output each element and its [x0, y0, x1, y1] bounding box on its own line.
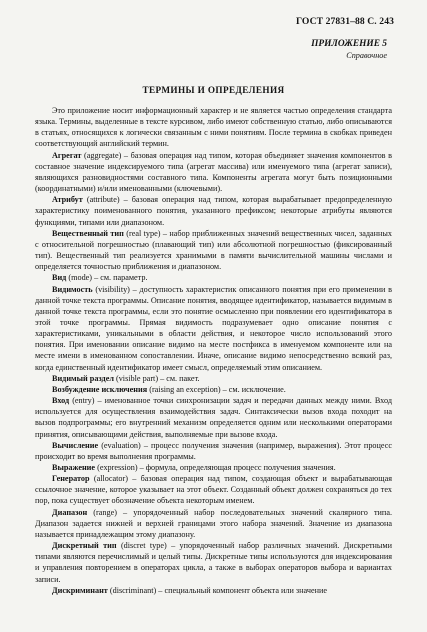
glossary-term: Вычисление [52, 440, 99, 450]
glossary-term: Генератор [52, 474, 90, 484]
glossary-term: Выражение [52, 463, 96, 472]
entry-discrete-type: Дискретный тип (discret type) – упорядоченный набор различных значений. Дискретными типами являются перечислимый и целый типы. Дискретные типы используются для индексирования и управления повторением в операторах цикла, а также в выборах операторов выбора и вариантах записи. [35, 541, 392, 584]
glossary-term: Дискретный тип [52, 541, 117, 551]
body-text [35, 105, 392, 596]
entry-expression: Выражение (expression) – формула, определяющая процесс получения значения. [52, 463, 336, 472]
glossary-term: Дискриминант [52, 585, 108, 595]
entry-discriminant: Дискриминант (discriminant) – специальный компонент объекта или значение [52, 585, 327, 595]
glossary-term: Вход [52, 396, 70, 406]
entry-visible-part: Видимый раздел (visible part) – см. пакет. [52, 373, 200, 383]
glossary-term: Возбуждение исключения [52, 384, 148, 394]
glossary-term: Вид [52, 273, 67, 283]
standard-reference: ГОСТ 27831–88 С. 243 [295, 16, 394, 27]
entry-real-type: Вещественный тип (real type) – набор приближенных значений вещественных чисел, заданных с относительной погрешностью (плавающий тип) или абсолютной погрешностью (фиксированный тип). Вещественный тип реализуется хранимыми в памяти вычислительной машины числами и определяется точностью приближения и диапазоном. [35, 228, 392, 272]
glossary-term: Вещественный тип [52, 228, 124, 238]
entry-raising-exception: Возбуждение исключения (raising an exception) – см. исключение. [52, 384, 286, 394]
entry-range: Диапазон (range) – упорядоченный набор последовательных значений скалярного типа. Диапазон задается нижней и верхней границами этого набора значений. Значение из диапазона называется принадлежащим этому диапазону. [35, 507, 392, 539]
entry-allocator: Генератор (allocator) – базовая операция над типом, создающая объект и вырабатывающая ссылочное значение, которое указывает на этот объект. Созданный объект должен сохраняться до тех пор, пока существует обозначение объекта некоторым именем. [35, 474, 392, 506]
entry-aggregate: Агрегат (aggregate) – базовая операция над типом, которая объединяет значения компонентов в составное значение индексируемого типа (агрегат массива) или именуемого типа (агрегат записи), являющихся разновидностями составного типа. Компоненты агрегата могут быть позиционными (координатными) и/или именованными (ключевыми). [35, 150, 392, 194]
entry-evaluation: Вычисление (evaluation) – процесс получения значения (например, выражения). Этот процесс происходит во время выполнения программы. [35, 440, 392, 461]
glossary-term: Атрибут [52, 195, 83, 205]
appendix-status: Справочное [346, 51, 387, 60]
entry-visibility: Видимость (visibility) – доступность характеристик описанного понятия при его применении в данной точке текста программы. Описание понятия, вводящее идентификатор, называется видимым в данной точке текста программы, если это понятие осмысленно при появлении его идентификатора в этой точке программы. Прямая видимость подразумевает одно описание понятия с характеристиками, уникальными в области действия, и некоторое число использований этого понятия. При именовании описание видимо на месте постфикса в именуемом компоненте или на месте имени в именованном сопоставлении. Иначе, описание видимо непосредственно всякий раз, когда единственный идентификатор имеет смысл, определяемый этим описанием. [35, 284, 392, 372]
appendix-label: ПРИЛОЖЕНИЕ 5 [311, 39, 387, 49]
entry-mode: Вид (mode) – см. параметр. [52, 273, 148, 283]
intro-paragraph: Это приложение носит информационный характер и не является частью определения стандарта языка. Термины, выделенные в тексте курсивом, либо имеют собственную статью, либо описываются в статьях, относящихся к логически связанным с ними понятиям. После термина в скобках приведен соответствующий английский термин. [35, 106, 392, 149]
glossary-term: Видимый раздел [52, 373, 114, 383]
entry-attribute: Атрибут (attribute) – базовая операция над типом, которая вырабатывает предопределенную характеристику поименованного понятия, указанного префиксом; некоторые атрибуты являются функциями, типами или диапазоном. [35, 195, 392, 227]
entry-entry: Вход (entry) – именованное точки синхронизации задач и передачи данных между ними. Вход используется для осуществления взаимодействия задач. Синтаксически вызов входа походит на вызов подпрограммы; его внутренний механизм определяется одним или несколькими операторами принятия, описывающими действия, выполняемые при вызове входа. [35, 396, 392, 439]
glossary-term: Диапазон [52, 507, 88, 517]
page-title: ТЕРМИНЫ И ОПРЕДЕЛЕНИЯ [142, 85, 285, 95]
glossary-term: Агрегат [52, 150, 82, 160]
glossary-term: Видимость [52, 284, 93, 294]
